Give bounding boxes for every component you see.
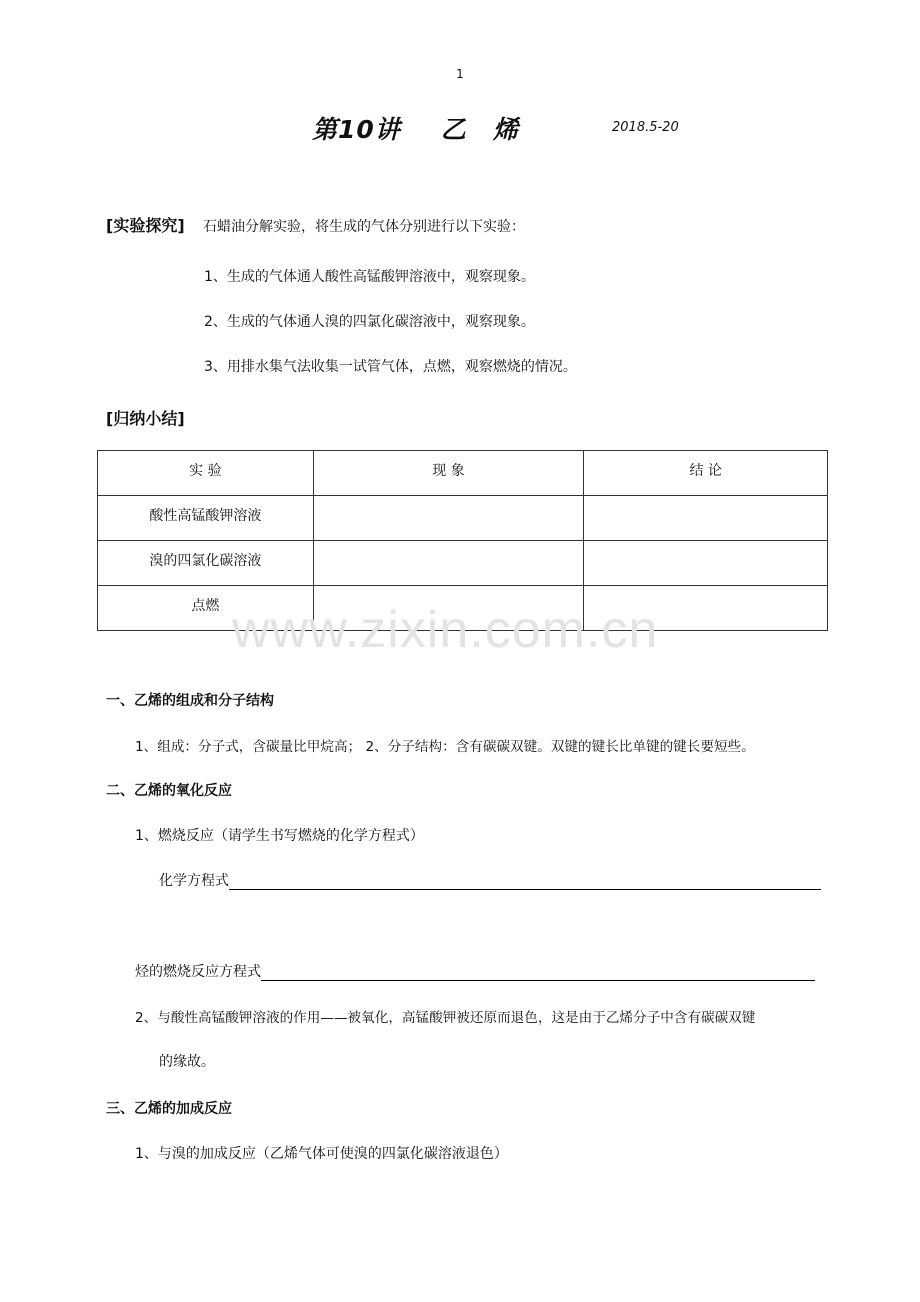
topic-char-2: 烯 bbox=[492, 115, 519, 144]
summary-heading: [归纳小结] bbox=[106, 409, 185, 428]
lecture-number: 第10讲 bbox=[312, 115, 401, 144]
table-row bbox=[98, 496, 828, 541]
topic-char-1: 乙 bbox=[440, 115, 467, 144]
row-label: 点燃 bbox=[98, 586, 314, 631]
watermark: www.zixin.com.cn bbox=[232, 601, 659, 659]
section-1-heading: 一、乙烯的组成和分子结构 bbox=[106, 693, 274, 709]
experiment-step-1: 1、生成的气体通人酸性高锰酸钾溶液中，观察现象。 bbox=[204, 269, 535, 285]
section-2-item-2-line-1: 2、与酸性高锰酸钾溶液的作用——被氧化，高锰酸钾被还原而退色，这是由于乙烯分子中含有碳碳双键 bbox=[135, 1010, 756, 1026]
equation-blank[interactable] bbox=[229, 873, 821, 890]
phenomenon-cell bbox=[313, 541, 584, 586]
section-3-item-1: 1、与溴的加成反应（乙烯气体可使溴的四氯化碳溶液退色） bbox=[135, 1146, 508, 1162]
header-conclusion: 结 论 bbox=[584, 451, 828, 496]
conclusion-cell bbox=[584, 541, 828, 586]
hydrocarbon-equation-row bbox=[135, 961, 815, 981]
section-2-item-1: 1、燃烧反应（请学生书写燃烧的化学方程式） bbox=[135, 828, 424, 844]
experiment-intro: 石蜡油分解实验，将生成的气体分别进行以下实验： bbox=[203, 219, 525, 235]
experiment-step-2: 2、生成的气体通人溴的四氯化碳溶液中，观察现象。 bbox=[204, 314, 535, 330]
experiment-step-3: 3、用排水集气法收集一试管气体，点燃，观察燃烧的情况。 bbox=[204, 359, 577, 375]
hydrocarbon-equation-blank[interactable] bbox=[261, 964, 815, 981]
conclusion-cell bbox=[584, 496, 828, 541]
date-label: 2018.5-20 bbox=[612, 120, 679, 135]
table-header-row bbox=[98, 451, 828, 496]
header-phenomenon: 现 象 bbox=[313, 451, 584, 496]
page-number: 1 bbox=[456, 67, 464, 81]
equation-label: 化学方程式 bbox=[159, 873, 229, 889]
section-1-line: 1、组成：分子式，含碳量比甲烷高； 2、分子结构：含有碳碳双键。双键的键长比单键的键长要短些。 bbox=[135, 739, 755, 755]
experiment-heading: [实验探究] bbox=[106, 216, 185, 235]
header-experiment: 实 验 bbox=[98, 451, 314, 496]
equation-row bbox=[159, 870, 821, 890]
section-2-heading: 二、乙烯的氧化反应 bbox=[106, 783, 232, 799]
table-row bbox=[98, 541, 828, 586]
hydrocarbon-equation-label: 烃的燃烧反应方程式 bbox=[135, 964, 261, 980]
section-3-heading: 三、乙烯的加成反应 bbox=[106, 1101, 232, 1117]
row-label: 酸性高锰酸钾溶液 bbox=[98, 496, 314, 541]
row-label: 溴的四氯化碳溶液 bbox=[98, 541, 314, 586]
page-title bbox=[312, 110, 519, 146]
section-2-item-2-line-2: 的缘故。 bbox=[159, 1054, 215, 1070]
phenomenon-cell bbox=[313, 496, 584, 541]
